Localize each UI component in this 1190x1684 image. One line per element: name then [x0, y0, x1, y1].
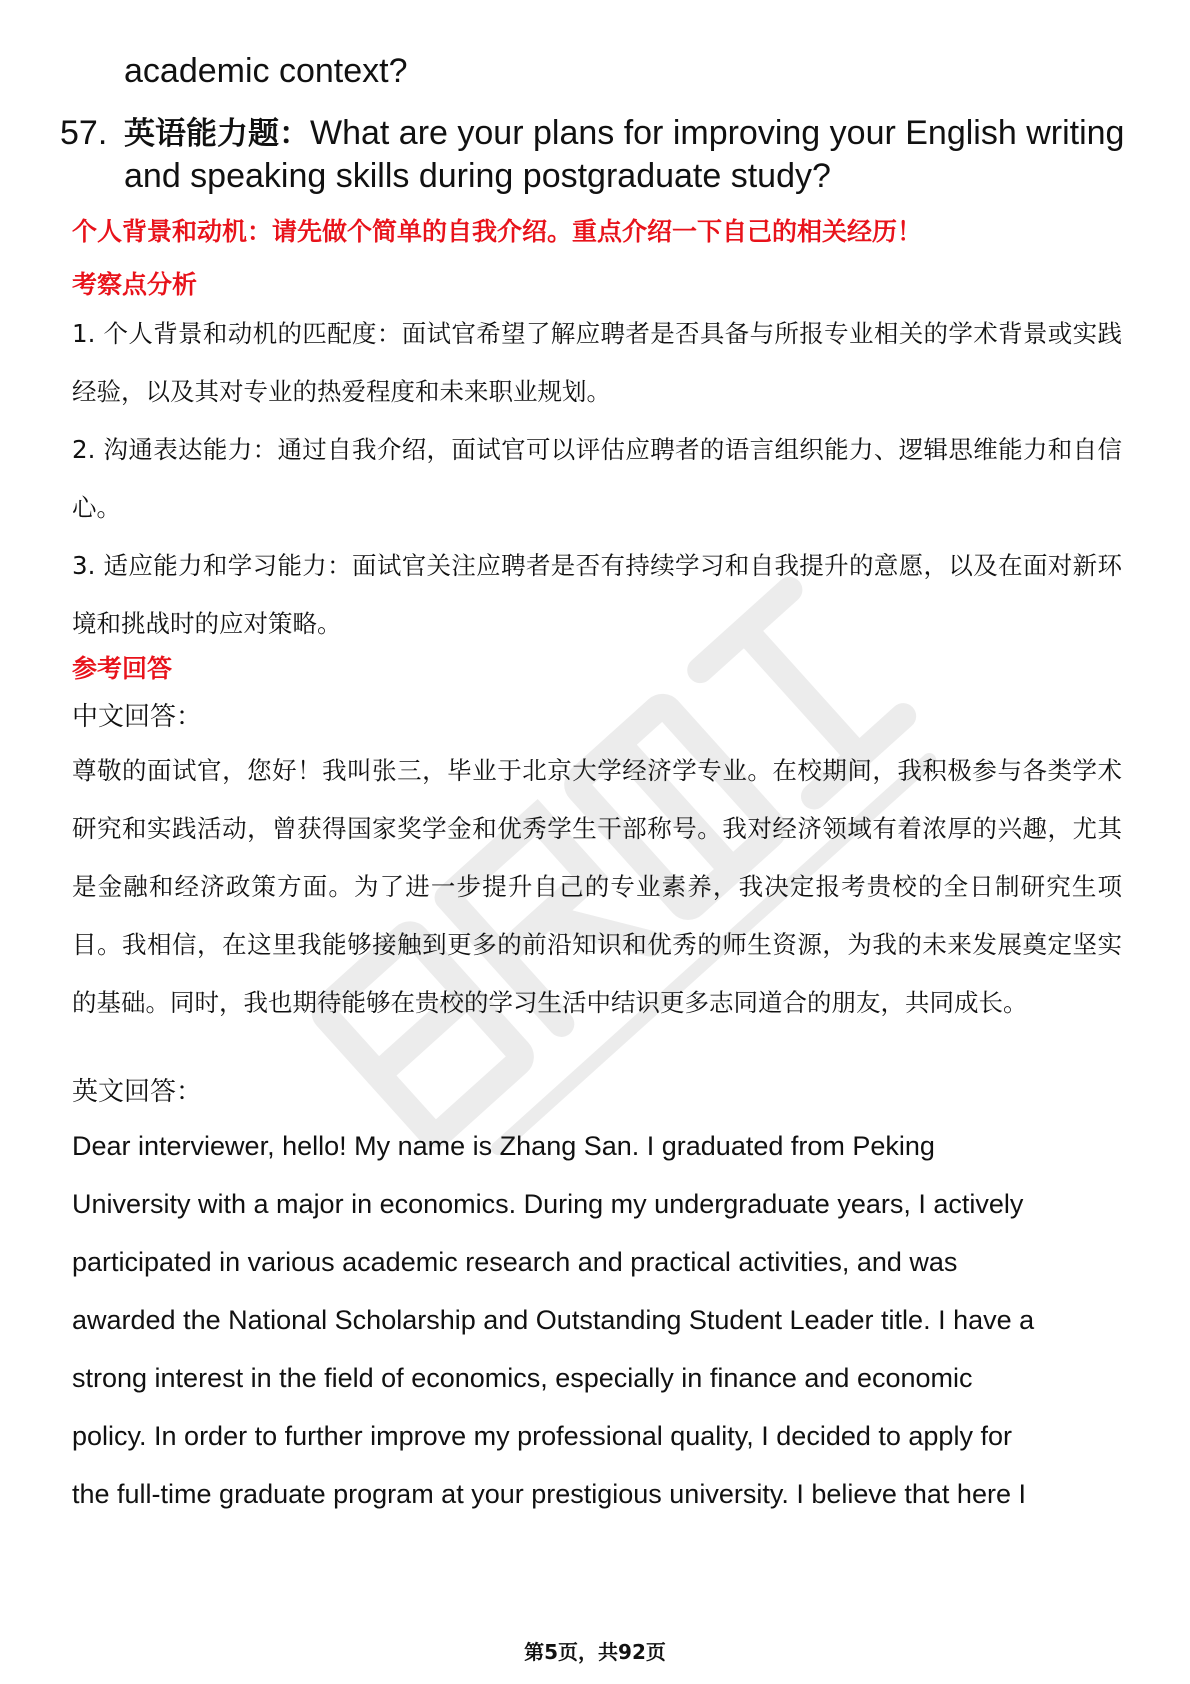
english-answer-line: strong interest in the field of economics, especially in finance and economic — [72, 1363, 973, 1393]
analysis-points — [72, 305, 1122, 653]
english-answer-line: the full-time graduate program at your prestigious university. I believe that here I — [72, 1479, 1026, 1509]
english-answer-line: University with a major in economics. During my undergraduate years, I actively — [72, 1189, 1024, 1219]
english-answer-line: awarded the National Scholarship and Outstanding Student Leader title. I have a — [72, 1305, 1035, 1335]
analysis-point: 2. 沟通表达能力：通过自我介绍，面试官可以评估应聘者的语言组织能力、逻辑思维能力和自信心。 — [72, 435, 1122, 522]
english-answer-line: policy. In order to further improve my professional quality, I decided to apply for — [72, 1421, 1012, 1451]
question-number: 57. — [60, 114, 108, 152]
chinese-answer-label: 中文回答： — [72, 702, 203, 732]
chinese-answer — [72, 742, 1122, 1032]
question-tag: 英语能力题： — [124, 116, 310, 152]
section-prompt: 个人背景和动机：请先做个简单的自我介绍。重点介绍一下自己的相关经历！ — [72, 217, 923, 246]
chinese-answer-text: 尊敬的面试官，您好！我叫张三，毕业于北京大学经济学专业。在校期间，我积极参与各类学术研究和实践活动，曾获得国家奖学金和优秀学生干部称号。我对经济领域有着浓厚的兴趣，尤其是金融和经济政策方面。为了进一步提升自己的专业素养，我决定报考贵校的全日制研究生项目。我相信，在这里我能够接触到更多的前沿知识和优秀的师生资源，为我的未来发展奠定坚实的基础。同时，我也期待能够在贵校的学习生活中结识更多志同道合的朋友，共同成长。 — [72, 756, 1122, 1017]
english-answer-label: 英文回答： — [72, 1077, 203, 1107]
english-answer-line: Dear interviewer, hello! My name is Zhang San. I graduated from Peking — [72, 1131, 935, 1161]
analysis-point: 3. 适应能力和学习能力：面试官关注应聘者是否有持续学习和自我提升的意愿，以及在面对新环境和挑战时的应对策略。 — [72, 551, 1122, 638]
question-text: What are your plans for improving your English writing and speaking skills during postgraduate study? — [124, 114, 1125, 195]
analysis-point: 1. 个人背景和动机的匹配度：面试官希望了解应聘者是否具备与所报专业相关的学术背景或实践经验，以及其对专业的热爱程度和未来职业规划。 — [72, 319, 1122, 406]
english-answer — [72, 1117, 1132, 1523]
question-continuation: academic context? — [124, 52, 408, 90]
analysis-title: 考察点分析 — [72, 270, 198, 299]
page-footer: 第5页，共92页 — [524, 1640, 666, 1664]
english-answer-line: participated in various academic research and practical activities, and was — [72, 1247, 958, 1277]
question-57 — [60, 112, 1140, 197]
reference-title: 参考回答 — [72, 654, 173, 683]
